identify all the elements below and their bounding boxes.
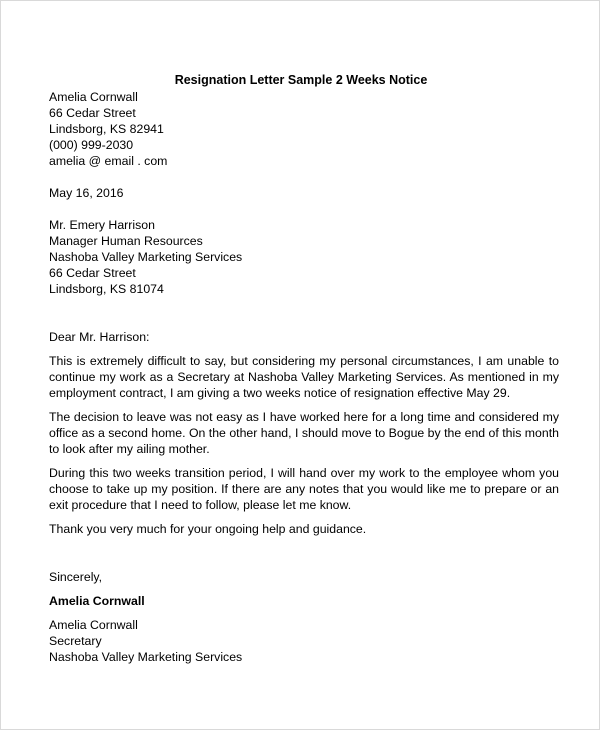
- signoff-block: [49, 617, 559, 665]
- salutation: Dear Mr. Harrison:: [49, 330, 150, 344]
- signoff-name: Amelia Cornwall: [49, 618, 138, 632]
- recipient-title: Manager Human Resources: [49, 234, 203, 248]
- recipient-name: Mr. Emery Harrison: [49, 218, 155, 232]
- sender-name: Amelia Cornwall: [49, 90, 138, 104]
- sender-phone: (000) 999-2030: [49, 138, 134, 152]
- sender-street: 66 Cedar Street: [49, 106, 136, 120]
- letter-date: May 16, 2016: [49, 186, 124, 200]
- paragraph: The decision to leave was not easy as I have worked here for a long time and considered my office as a second home. On the other hand, I should move to Bogue by the end of this month to look after my ailing mother.: [49, 410, 559, 456]
- sender-city: Lindsborg, KS 82941: [49, 122, 164, 136]
- recipient-address-block: [49, 217, 559, 297]
- signoff-position: Secretary: [49, 634, 102, 648]
- recipient-company: Nashoba Valley Marketing Services: [49, 250, 243, 264]
- recipient-city: Lindsborg, KS 81074: [49, 282, 164, 296]
- recipient-street: 66 Cedar Street: [49, 266, 136, 280]
- letter-body: [49, 89, 559, 665]
- signoff-company: Nashoba Valley Marketing Services: [49, 650, 243, 664]
- paragraph: During this two weeks transition period, I will hand over my work to the employee whom you choose to take up my position. If there are any notes that you would like me to prepare or an exit procedure that I need to follow, please let me know.: [49, 466, 559, 512]
- document-title: Resignation Letter Sample 2 Weeks Notice: [174, 73, 428, 87]
- sender-address-block: [49, 89, 559, 169]
- closing: Sincerely,: [49, 570, 103, 584]
- paragraph: This is extremely difficult to say, but considering my personal circumstances, I am unable to continue my work as a Secretary at Nashoba Valley Marketing Services. As mentioned in my employment contract, I am giving a two weeks notice of resignation effective May 29.: [49, 354, 559, 400]
- signature: Amelia Cornwall: [49, 594, 145, 608]
- sender-email: amelia @ email . com: [49, 154, 168, 168]
- paragraph: Thank you very much for your ongoing help and guidance.: [49, 522, 367, 536]
